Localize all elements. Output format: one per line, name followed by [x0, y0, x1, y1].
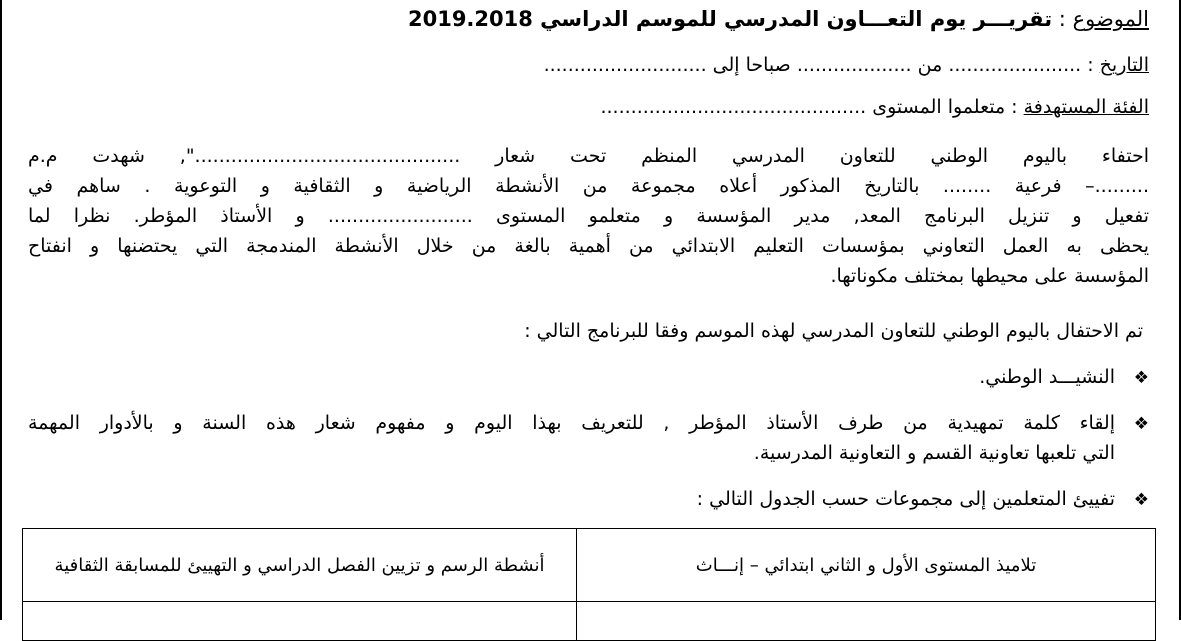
- date-line: [544, 54, 1149, 78]
- subject-label: الموضوع: [1072, 7, 1149, 31]
- groups-table: [22, 528, 1156, 641]
- program-intro: تم الاحتفال باليوم الوطني للتعاون المدرسي لهذه الموسم وفقا للبرنامج التالي :: [524, 320, 1143, 342]
- target-group-line: [600, 96, 1149, 120]
- subject-separator: :: [1052, 7, 1073, 31]
- paragraph-line: احتفاء باليوم الوطني للتعاون المدرسي المنظم تحت شعار ............................................", شهدت م.م: [28, 145, 1149, 167]
- intro-paragraph: [28, 145, 1149, 295]
- subject-value: تقريـــر يوم التعـــاون المدرسي للموسم الدراسي 2019.2018: [407, 7, 1053, 31]
- table-cell: أنشطة الرسم و تزيين الفصل الدراسي و التهييئ للمسابقة الثقافية: [23, 529, 577, 602]
- program-item: [28, 366, 1149, 396]
- program-item-text: التي تلعبها تعاونية القسم و التعاونية المدرسية.: [753, 442, 1115, 464]
- program-item-text: النشيـــد الوطني.: [979, 366, 1115, 388]
- bullet-diamond-icon: ❖: [1133, 414, 1149, 434]
- subject-line: [408, 6, 1149, 32]
- paragraph-line: .........– فرعية ........ بالتاريخ المذكور أعلاه مجموعة من الأنشطة الرياضية و الثقافية و التوعوية . ساهم في: [28, 175, 1149, 197]
- date-label: التاريخ: [1099, 54, 1149, 76]
- paragraph-line: يحظى به العمل التعاوني بمؤسسات التعليم الابتدائي من أهمية بالغة من خلال الأنشطة المندمجة التي يحتضنها و انفتاح: [28, 235, 1149, 257]
- table-cell: تلاميذ المستوى الأول و الثاني ابتدائي – إنـــاث: [577, 529, 1156, 602]
- date-value: : ...................... من ................... صباحا إلى ...........................: [543, 54, 1100, 76]
- paragraph-line: تفعيل و تنزيل البرنامج المعد, مدير المؤسسة و متعلمو المستوى ........................ و الأستاذ المؤطر. نظرا لما: [28, 205, 1149, 227]
- paragraph-line: المؤسسة على محيطها بمختلف مكوناتها.: [830, 265, 1149, 287]
- table-row: [23, 602, 1156, 641]
- table-cell: [577, 602, 1156, 641]
- bullet-diamond-icon: ❖: [1133, 490, 1149, 510]
- target-group-value: : متعلموا المستوى ............................................: [600, 96, 1024, 118]
- target-group-label: الفئة المستهدفة: [1023, 96, 1149, 118]
- program-item-text: إلقاء كلمة تمهيدية من طرف الأستاذ المؤطر , للتعريف بهذا اليوم و مفهوم شعار هذه السنة و بالأدوار المهمة: [28, 412, 1115, 434]
- table-cell: [23, 602, 577, 641]
- program-item: [28, 412, 1149, 472]
- bullet-diamond-icon: ❖: [1133, 368, 1149, 388]
- program-item-text: تفييئ المتعلمين إلى مجموعات حسب الجدول التالي :: [696, 488, 1115, 510]
- table-row: [23, 529, 1156, 602]
- program-item: [28, 488, 1149, 518]
